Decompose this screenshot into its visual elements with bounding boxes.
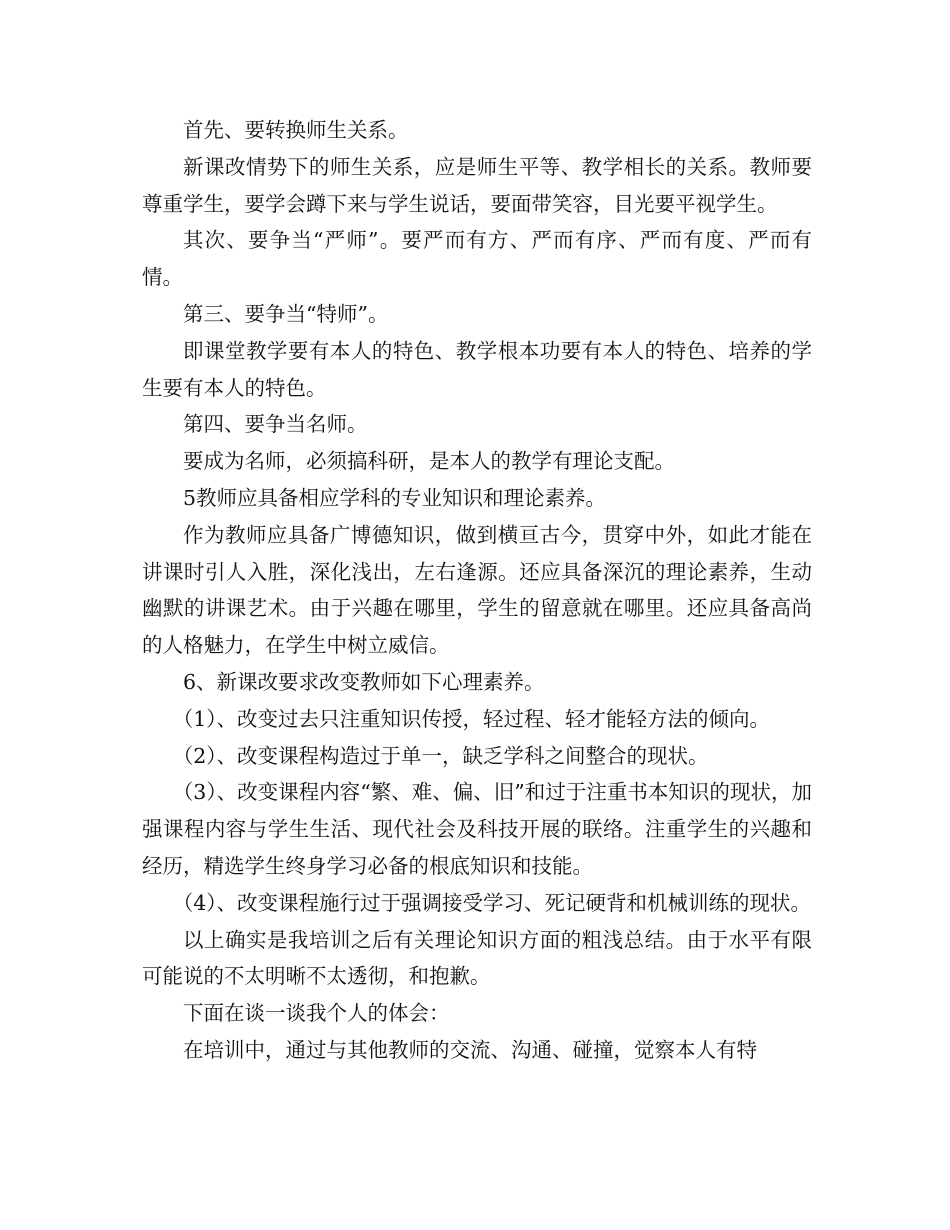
paragraph-16: 下面在谈一谈我个人的体会： xyxy=(183,1001,450,1026)
paragraph-4: 第三、要争当“特师”。 xyxy=(183,301,389,326)
paragraph-14: （4）、改变课程施行过于强调接受学习、死记硬背和机械训练的现状。 xyxy=(172,890,812,915)
document-page xyxy=(142,112,812,1069)
paragraph-15: 以上确实是我培训之后有关理论知识方面的粗浅总结。由于水平有限可能说的不太明晰不太透彻，和抱歉。 xyxy=(142,927,812,989)
paragraph-1: 首先、要转换师生关系。 xyxy=(183,118,409,142)
paragraph-17: 在培训中，通过与其他教师的交流、沟通、碰撞，觉察本人有特 xyxy=(183,1037,757,1062)
paragraph-6: 第四、要争当名师。 xyxy=(183,412,368,437)
paragraph-13: （3）、改变课程内容“繁、难、偏、旧”和过于注重书本知识的现状，加强课程内容与学生生活、现代社会及科技开展的联络。注重学生的兴趣和经历，精选学生终身学习必备的根底知识和技能。 xyxy=(142,780,812,878)
paragraph-9: 作为教师应具备广博德知识，做到横亘古今，贯穿中外，如此才能在讲课时引人入胜，深化浅出，左右逢源。还应具备深沉的理论素养，生动幽默的讲课艺术。由于兴趣在哪里，学生的留意就在哪里。还应具备高尚的人格魅力，在学生中树立威信。 xyxy=(142,522,812,658)
paragraph-8: 5教师应具备相应学科的专业知识和理论素养。 xyxy=(183,485,607,510)
paragraph-10: 6、新课改要求改变教师如下心理素养。 xyxy=(183,669,545,694)
paragraph-11: （1）、改变过去只注重知识传授，轻过程、轻才能轻方法的倾向。 xyxy=(172,706,771,731)
paragraph-5: 即课堂教学要有本人的特色、教学根本功要有本人的特色、培养的学生要有本人的特色。 xyxy=(142,338,812,400)
paragraph-2: 新课改情势下的师生关系，应是师生平等、教学相长的关系。教师要尊重学生，要学会蹲下来与学生说话，要面带笑容，目光要平视学生。 xyxy=(142,154,812,216)
paragraph-7: 要成为名师，必须搞科研，是本人的教学有理论支配。 xyxy=(183,449,675,474)
paragraph-12: （2）、改变课程构造过于单一，缺乏学科之间整合的现状。 xyxy=(172,743,709,768)
paragraph-3: 其次、要争当“严师”。要严而有方、严而有序、严而有度、严而有情。 xyxy=(142,228,812,290)
